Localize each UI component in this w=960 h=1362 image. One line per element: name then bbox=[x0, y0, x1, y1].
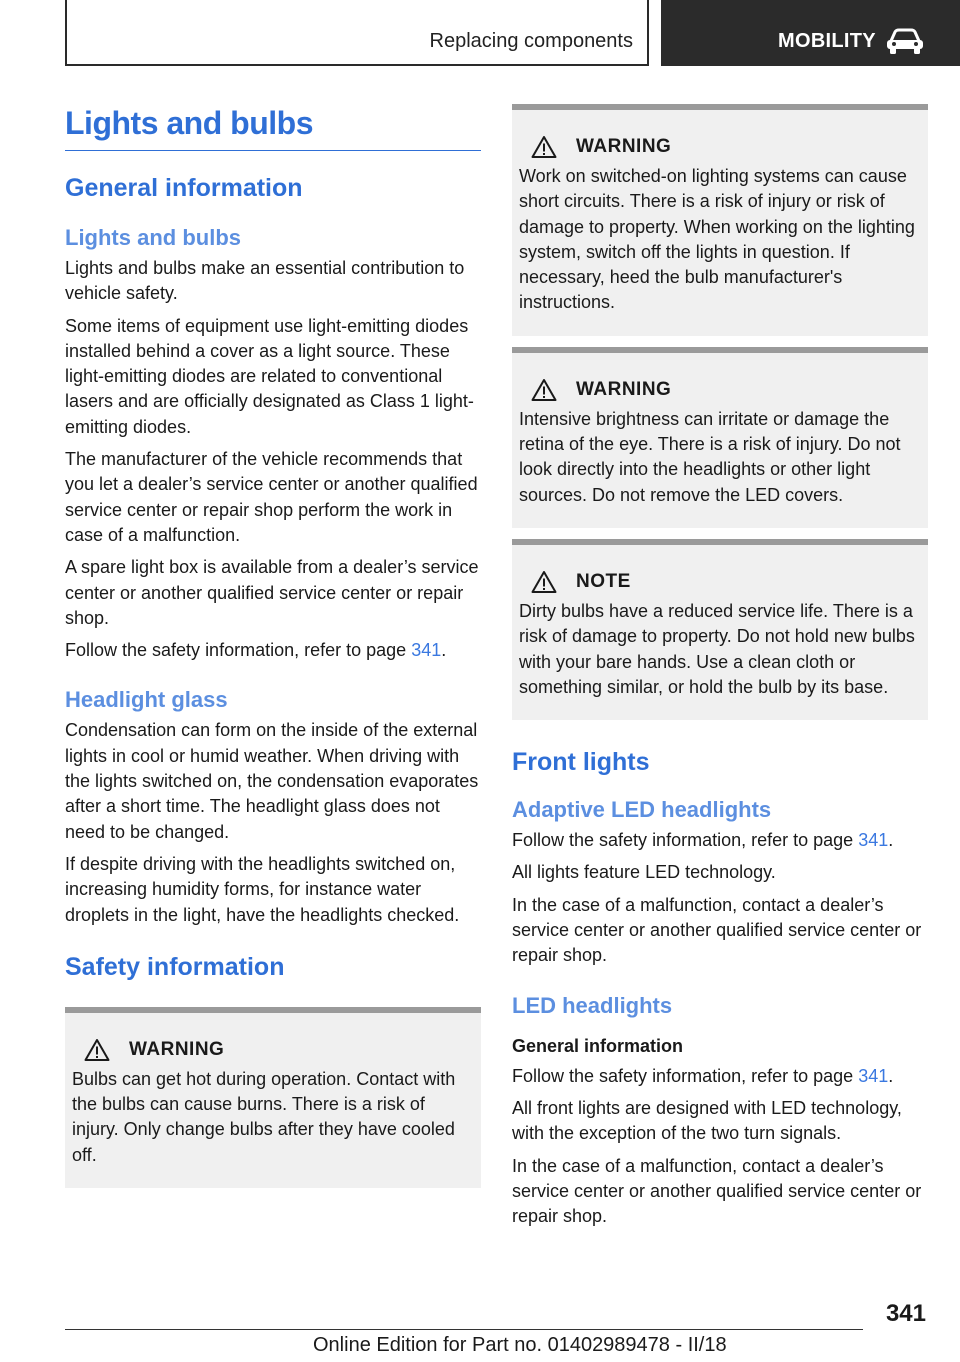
paragraph: Follow the safety information, refer to page 341. bbox=[512, 830, 894, 851]
page-reference-link[interactable]: 341 bbox=[858, 1065, 889, 1086]
warning-box bbox=[512, 104, 928, 336]
footer-edition: Online Edition for Part no. 01402989478 - II/18 bbox=[313, 1334, 727, 1356]
warning-triangle-icon bbox=[84, 1038, 110, 1062]
heading-adaptive-led-headlights: Adaptive LED headlights bbox=[512, 797, 772, 823]
warning-title: WARNING bbox=[576, 378, 672, 400]
paragraph: The manufacturer of the vehicle recommends that you let a dealer’s service center or another qualified service center or repair shop perform the work in case of a malfunction. bbox=[65, 449, 478, 545]
paragraph: Condensation can form on the inside of the external lights in cool or humid weather. When driving with the lights switched on, the condensation evaporates after a short time. The headlight glass does not need to be changed. bbox=[65, 720, 479, 842]
warning-triangle-icon bbox=[531, 378, 557, 402]
page-title: Lights and bulbs bbox=[65, 104, 481, 151]
warning-title: WARNING bbox=[129, 1038, 225, 1060]
page-reference-link[interactable]: 341 bbox=[858, 830, 889, 851]
paragraph: Some items of equipment use light-emitting diodes installed behind a cover as a light source. These light-emitting diodes are related to conventional lasers and are officially designated as Class 1 light-emitting diodes. bbox=[65, 315, 474, 437]
paragraph: Follow the safety information, refer to page 341. bbox=[512, 1065, 894, 1086]
heading-led-headlights: LED headlights bbox=[512, 992, 673, 1018]
paragraph: All lights feature LED technology. bbox=[512, 862, 776, 883]
header-chapter-tab bbox=[661, 0, 960, 66]
warning-text: Intensive brightness can irritate or damage the retina of the eye. There is a risk of injury. Do not look directly into the headlights or other light sources. Do not remove the LED covers. bbox=[519, 408, 901, 505]
paragraph: Follow the safety information, refer to page 341. bbox=[65, 640, 447, 661]
heading-front-lights: Front lights bbox=[512, 748, 650, 777]
left-column bbox=[65, 104, 481, 1188]
paragraph: In the case of a malfunction, contact a dealer’s service center or another qualified service center or repair shop. bbox=[512, 1155, 922, 1227]
heading-lights-and-bulbs: Lights and bulbs bbox=[65, 225, 241, 250]
paragraph: A spare light box is available from a dealer’s service center or another qualified service center or repair shop. bbox=[65, 557, 479, 628]
warning-title: WARNING bbox=[576, 136, 672, 157]
heading-safety-information: Safety information bbox=[65, 952, 285, 981]
warning-text: Bulbs can get hot during operation. Contact with the bulbs can cause burns. There is a risk of injury. Only change bulbs after they have cooled off. bbox=[72, 1068, 456, 1165]
note-text: Dirty bulbs have a reduced service life. There is a risk of damage to property. Do not hold new bulbs with your bare hands. Use a clean cloth or something similar, or hold the bulb by its base. bbox=[519, 600, 915, 697]
heading-general-information: General information bbox=[65, 174, 303, 202]
warning-box bbox=[65, 1007, 481, 1188]
car-icon bbox=[885, 27, 925, 55]
subheading-general-information: General information bbox=[512, 1035, 684, 1056]
page-reference-link[interactable]: 341 bbox=[411, 640, 442, 661]
chapter-title: MOBILITY bbox=[778, 30, 876, 52]
header-section-tab bbox=[65, 0, 649, 66]
paragraph: Lights and bulbs make an essential contribution to vehicle safety. bbox=[65, 258, 465, 304]
paragraph: In the case of a malfunction, contact a dealer’s service center or another qualified service center or repair shop. bbox=[512, 894, 922, 966]
footer-divider bbox=[65, 1329, 863, 1330]
heading-headlight-glass: Headlight glass bbox=[65, 687, 228, 713]
note-box bbox=[512, 539, 928, 720]
warning-box bbox=[512, 347, 928, 528]
right-column bbox=[512, 104, 928, 1229]
paragraph: All front lights are designed with LED technology, with the exception of the two turn signals. bbox=[512, 1097, 902, 1144]
note-title: NOTE bbox=[576, 570, 631, 592]
page-number: 341 bbox=[885, 1300, 926, 1327]
note-triangle-icon bbox=[531, 570, 557, 594]
warning-triangle-icon bbox=[531, 135, 557, 159]
paragraph: If despite driving with the headlights switched on, increasing humidity forms, for instance water droplets in the light, have the headlights checked. bbox=[65, 853, 460, 925]
warning-text: Work on switched-on lighting systems can cause short circuits. There is a risk of injury or risk of damage to property. When working on the lighting system, switch off the lights in question. If necessary, heed the bulb manufacturer's instructions. bbox=[519, 166, 915, 313]
section-title: Replacing components bbox=[429, 30, 633, 52]
